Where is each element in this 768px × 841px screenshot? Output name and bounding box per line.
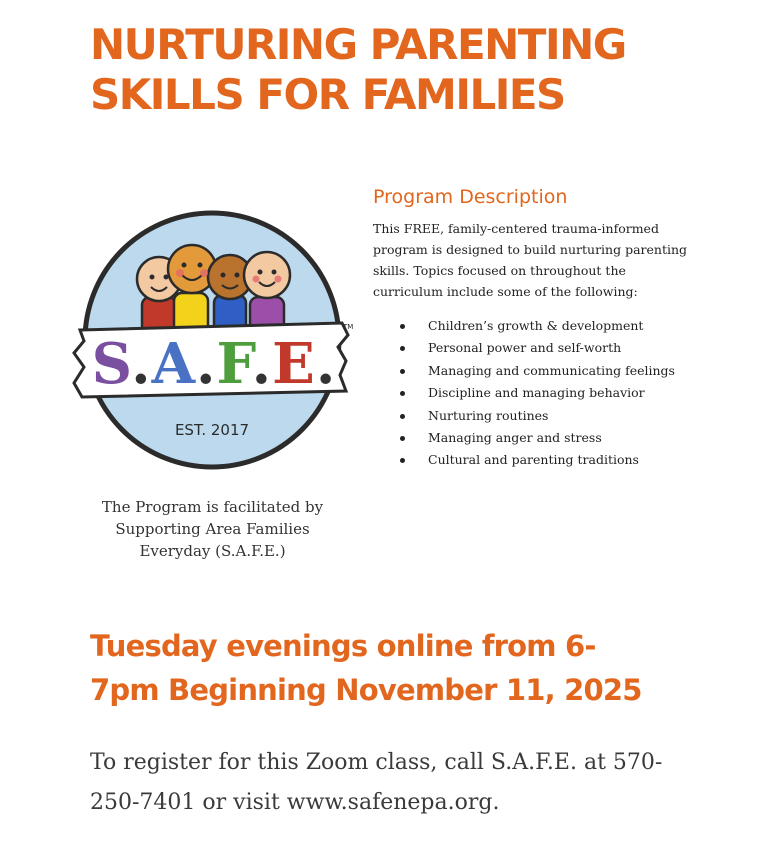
topic-label: Nurturing routines (428, 407, 549, 423)
logo-letter: S (91, 331, 132, 397)
description-line: program is designed to build nurturing parenting (373, 242, 688, 257)
title-line-2: SKILLS FOR FAMILIES (90, 70, 565, 119)
schedule-line-2: 7pm Beginning November 11, 2025 (90, 673, 642, 707)
program-description-heading: Program Description (373, 186, 568, 208)
topic-label: Children’s growth & development (428, 318, 644, 333)
logo-wordmark (92, 331, 337, 397)
facilitator-caption (75, 496, 350, 562)
logo-letter: A (151, 331, 197, 397)
topic-item (373, 405, 713, 427)
caption-line-1: The Program is facilitated by (101, 498, 324, 516)
topic-label: Managing anger and stress (428, 430, 602, 446)
topic-item (373, 449, 713, 471)
topic-item (373, 337, 713, 359)
register-line-2: 250-7401 or visit www.safenepa.org. (90, 790, 500, 815)
logo-tm: TM (343, 323, 354, 331)
caption-line-3: Everyday (S.A.F.E.) (139, 542, 286, 560)
page-title (90, 20, 710, 120)
bullet-icon (400, 391, 405, 396)
bullet-icon (400, 436, 405, 441)
topic-label: Discipline and managing behavior (428, 385, 645, 401)
logo-letter: . (315, 331, 337, 397)
registration-info (90, 743, 710, 823)
description-line: This FREE, family-centered trauma-informed (373, 221, 659, 236)
bullet-icon (400, 414, 405, 419)
description-line: skills. Topics focused on throughout the (373, 263, 626, 278)
topic-item (373, 427, 713, 449)
logo-letter: . (196, 331, 217, 397)
topic-item (373, 315, 713, 337)
logo-est: EST. 2017 (174, 421, 250, 439)
logo-letter: E (272, 331, 316, 397)
logo-letter: F (216, 331, 252, 397)
bullet-icon (400, 369, 405, 374)
program-description-text (373, 218, 713, 302)
logo-letter: . (131, 331, 152, 397)
topic-item (373, 382, 713, 404)
description-line: curriculum include some of the following: (373, 284, 638, 299)
topic-label: Managing and communicating feelings (428, 362, 675, 378)
bullet-icon (400, 346, 405, 351)
schedule-heading (90, 624, 730, 712)
bullet-icon (400, 324, 405, 329)
title-line-1: NURTURING PARENTING (90, 20, 626, 69)
schedule-line-1: Tuesday evenings online from 6- (90, 629, 596, 663)
bullet-icon (400, 458, 405, 463)
topic-label: Cultural and parenting traditions (428, 452, 639, 468)
program-description (373, 186, 713, 472)
topics-list (373, 315, 713, 472)
register-line-1: To register for this Zoom class, call S.A.F.E. at 570- (90, 750, 663, 775)
topic-label: Personal power and self-worth (428, 340, 622, 356)
safe-logo (62, 205, 362, 475)
logo-letter: . (251, 331, 273, 397)
topic-item (373, 360, 713, 382)
caption-line-2: Supporting Area Families (115, 520, 310, 538)
